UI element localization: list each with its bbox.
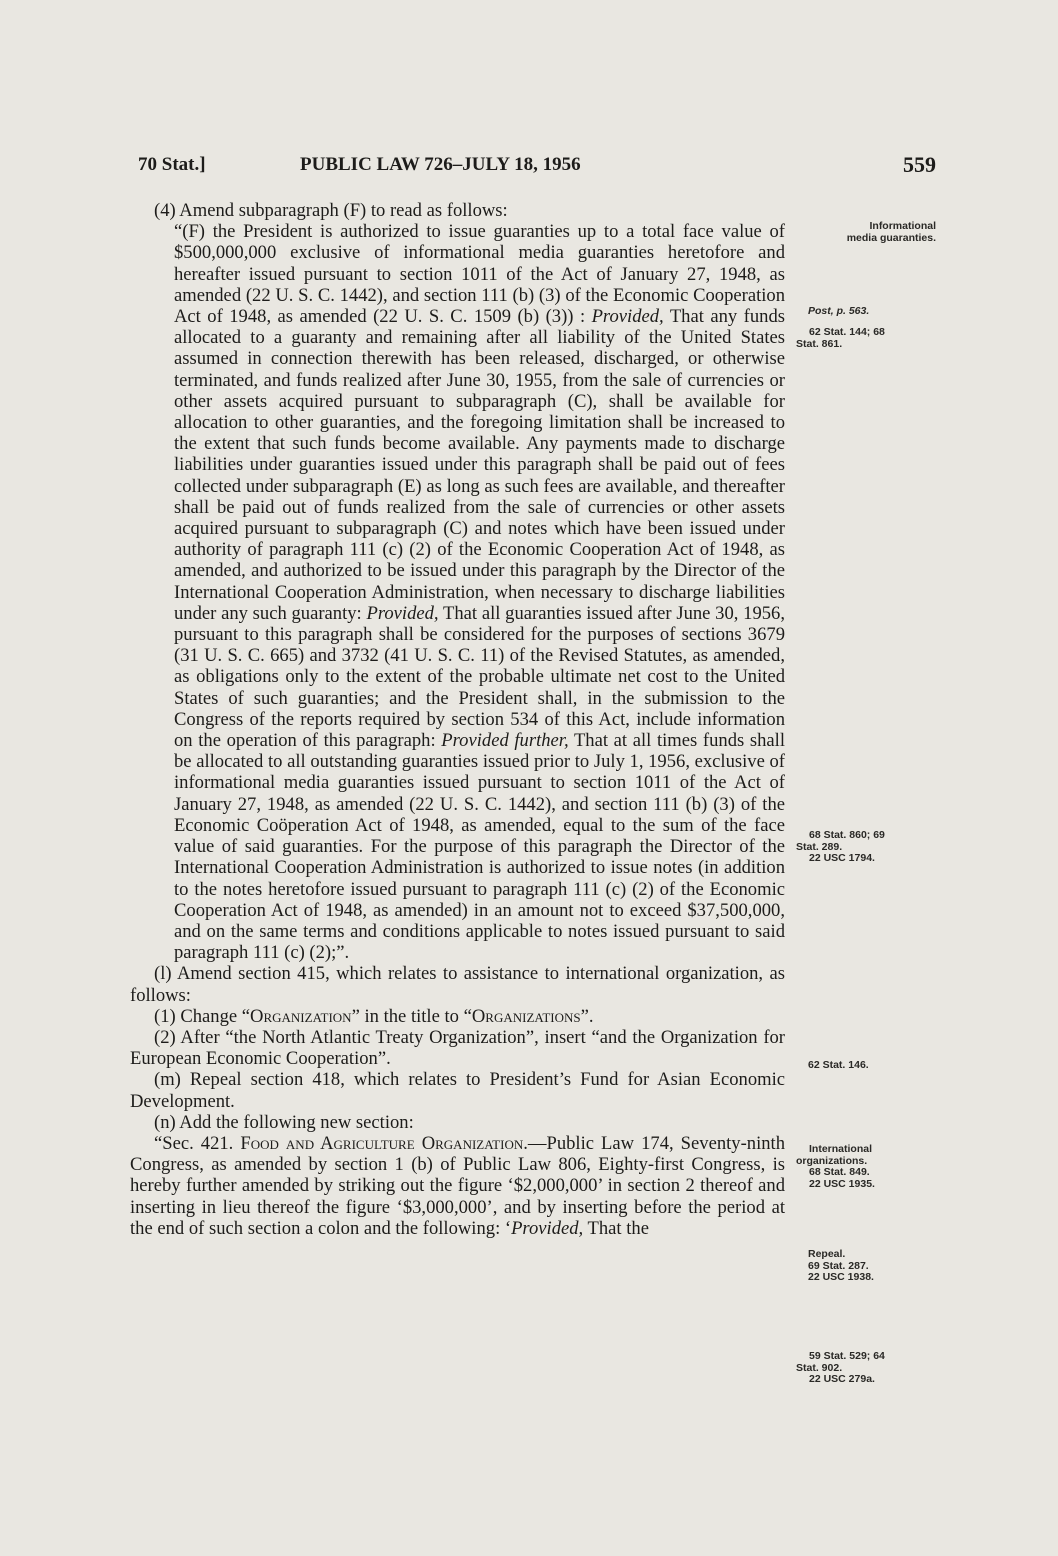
margin-note-line: Repeal. bbox=[808, 1248, 846, 1260]
margin-note-line: 68 Stat. 860; 69 bbox=[809, 829, 885, 841]
margin-note-line: 62 Stat. 144; 68 bbox=[809, 326, 885, 338]
margin-note-line: 22 USC 1938. bbox=[808, 1271, 874, 1283]
margin-note-68-stat bbox=[796, 830, 936, 865]
main-text bbox=[130, 200, 785, 1239]
f-text-part-1: “(F) the President is authorized to issue guaranties up to a total face value of $500,000,000 exclusive of informational media guaranties heretofore and hereafter issued pursuant to section 1011 of the Act of January 27, 1948, as amended (22 U. S. C. 1442), and section 111 (b) (3) of the Economic Cooperation Act of 1948, as amended (22 U. S. C. 1509 (b) (3)) : bbox=[174, 221, 785, 328]
sec-421-heading: Food and Agriculture Organization bbox=[240, 1132, 524, 1154]
sec-421-provided: Provided, bbox=[511, 1217, 584, 1239]
margin-note-line: Stat. 861. bbox=[796, 337, 843, 350]
margin-note-informational bbox=[796, 221, 936, 244]
l1-text-c: ”. bbox=[580, 1005, 594, 1027]
volume-reference: 70 Stat.] bbox=[138, 154, 206, 175]
margin-note-line: 22 USC 1935. bbox=[809, 1177, 875, 1190]
l1-text-b: ” in the title to “ bbox=[351, 1005, 472, 1027]
sec-421-tail: That the bbox=[583, 1217, 649, 1239]
sec-421-label: “Sec. 421. bbox=[154, 1132, 241, 1154]
f-text-part-2: That any funds allocated to a guaranty and remaining after all liability of the United States assumed in connection therewith has been released, discharged, or otherwise terminated, and funds realized after June 30, 1955, from the sale of currencies or other assets acquired pursuant to subparagraph (C), shall be available for allocation to other guaranties, and the foregoing limitation shall be increased to the extent that such funds become available. Any payments made to discharge liabilities under guaranties issued under this paragraph shall be paid out of fees collected under subparagraph (E) as long as such fees are available, and thereafter shall be paid out of funds realized from the sale of currencies or other assets acquired pursuant to subparagraph (C) and notes which have been issued under authority of paragraph 111 (c) (2) of the Economic Cooperation Act of 1948, as amended, and authorized to be issued under this paragraph by the Director of the International Cooperation Administration, when necessary to discharge liabilities under any such guaranty: bbox=[174, 306, 785, 624]
margin-note-post bbox=[808, 306, 948, 318]
f-text-part-3: That all guaranties issued after June 30, 1956, pursuant to this paragraph shall be considered for the purposes of sections 3679 (31 U. S. C. 665) and 3732 (41 U. S. C. 11) of the Revised Statutes, as amended, as obligations only to the extent of the probable ultimate net cost to the United States of such guaranties; and the President shall, in the submission to the Congress of the reports required by section 534 of this Act, include information on the operation of this paragraph: bbox=[174, 602, 785, 752]
margin-note-line: organizations. bbox=[796, 1154, 868, 1167]
paragraph-l-1 bbox=[130, 1006, 785, 1027]
margin-note-line: Stat. 902. bbox=[796, 1361, 843, 1374]
law-title: PUBLIC LAW 726–JULY 18, 1956 bbox=[300, 154, 581, 175]
margin-note-line: 22 USC 1794. bbox=[809, 852, 875, 864]
margin-note-line: International bbox=[809, 1143, 873, 1155]
sec-421-text: .—Public Law 174, Seventy-ninth Congress, as amended by section 1 (b) of Public Law 806, Eighty-first Congress, is hereby further amended by striking out the figure ‘$2,000,000’ in section 2 thereof and inserting in lieu thereof the figure ‘$3,000,000’, and by inserting before the period at the end of such section a colon and the following: ‘ bbox=[130, 1132, 786, 1239]
provided-further-italic: Provided further, bbox=[441, 730, 569, 752]
margin-note-62-stat bbox=[796, 327, 936, 350]
margin-note-line: 68 Stat. 849. bbox=[809, 1166, 870, 1178]
margin-note-line: media guaranties. bbox=[846, 231, 936, 244]
running-header bbox=[138, 154, 936, 182]
subparagraph-f-text bbox=[130, 221, 785, 963]
section-421 bbox=[130, 1133, 785, 1239]
paragraph-l: (l) Amend section 415, which relates to assistance to international organization, as follows: bbox=[130, 963, 785, 1006]
paragraph-m: (m) Repeal section 418, which relates to President’s Fund for Asian Economic Development. bbox=[130, 1069, 785, 1112]
margin-note-line: 22 USC 279a. bbox=[809, 1373, 875, 1385]
paragraph-l-2: (2) After “the North Atlantic Treaty Organization”, insert “and the Organization for European Economic Cooperation”. bbox=[130, 1026, 785, 1070]
page-number: 559 bbox=[903, 152, 936, 177]
margin-note-line: Stat. 289. bbox=[796, 840, 843, 853]
margin-note-line: 59 Stat. 529; 64 bbox=[809, 1350, 885, 1362]
provided-italic-1: Provided, bbox=[591, 306, 664, 328]
margin-note-59-stat bbox=[796, 1351, 936, 1386]
l1-smallcaps-2: Organizations bbox=[471, 1005, 581, 1027]
provided-italic-2: Provided, bbox=[366, 602, 439, 624]
f-text-part-4: That at all times funds shall be allocated to all outstanding guaranties issued prior to July 1, 1956, exclusive of informational media guaranties issued pursuant to section 1011 of the Act of January 27, 1948, as amended (22 U. S. C. 1442), and section 111 (b) (3) of the Economic Coöperation Act of 1948, as amended, equal to the sum of the face value of said guaranties. For the purpose of this paragraph the Director of the International Cooperation Administration is authorized to issue notes (in addition to the notes heretofore issued pursuant to paragraph 111 (c) (2) of the Economic Cooperation Act of 1948, as amended) in an amount not to exceed $37,500,000, and on the same terms and conditions applicable to notes issued pursuant to said paragraph 111 (c) (2);”. bbox=[174, 730, 785, 964]
margin-note-line: Post, p. 563. bbox=[808, 305, 870, 317]
margin-note-line: Informational bbox=[869, 220, 936, 232]
margin-note-repeal bbox=[808, 1249, 948, 1284]
l1-text-a: (1) Change “ bbox=[154, 1005, 251, 1027]
l1-smallcaps-1: Organization bbox=[250, 1005, 352, 1027]
margin-note-62-stat-146 bbox=[808, 1060, 948, 1072]
margin-note-international bbox=[796, 1144, 936, 1190]
paragraph-4-intro: (4) Amend subparagraph (F) to read as follows: bbox=[154, 200, 508, 221]
margin-note-line: 69 Stat. 287. bbox=[808, 1259, 869, 1272]
margin-note-line: 62 Stat. 146. bbox=[808, 1059, 869, 1071]
paragraph-n: (n) Add the following new section: bbox=[154, 1111, 414, 1133]
